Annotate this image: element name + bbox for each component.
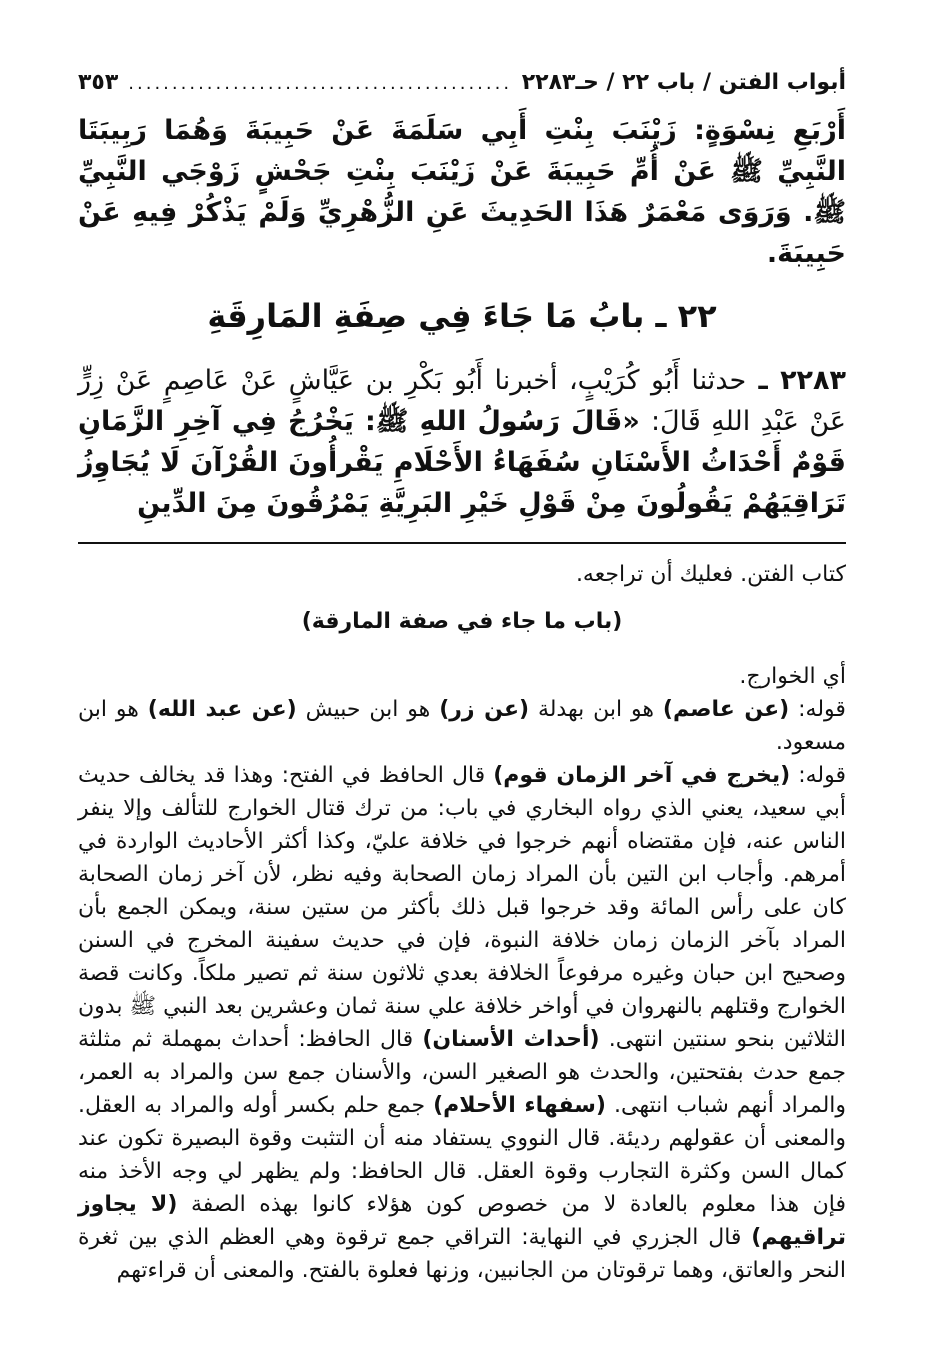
hadith-block [78, 360, 846, 524]
quoted-phrase: (لا يجاوز تراقيهم) [78, 1192, 846, 1250]
commentary-line: كتاب الفتن. فعليك أن تراجعه. [575, 562, 846, 587]
section-title: أبواب الفتن / باب ٢٢ / حـ٢٢٨٣ [521, 70, 846, 95]
explanation-text: قال الحافظ في الفتح: وهذا قد يخالف حديث أبي سعيد، يعني الذي رواه البخاري في باب: من ترك قتال الخوارج للتألف وإلا ينفر الناس عنه، فإن مقتضاه أنهم خرجوا في خلافة عليّ، وكذا أكثر الأحاديث الواردة في أمرهم. وأجاب ابن التين بأن المراد زمان الصحابة وفيه نظر، لأن آخر زمان الصحابة كان على رأس المائة وقد خرجوا قبل ذلك بأكثر من ستين سنة، ويمكن الجمع بأن المراد بآخر الزمان زمان خلافة النبوة، فإن في حديث سفينة المخرج في السنن وصحيح ابن حبان وغيره مرفوعاً الخلافة بعدي ثلاثون سنة ثم تصير ملكاً. وكانت قصة الخوارج وقتلهم بالنهروان في أواخر خلافة علي سنة ثمان وعشرين بعد النبي ﷺ بدون الثلاثين بنحو سنتين انتهى. [78, 763, 846, 1052]
qawluh-label: قوله: [798, 697, 846, 722]
commentary-paragraph: أي الخوارج. [739, 664, 846, 689]
explanation-text: جمع حلم بكسر أوله والمراد به العقل. والمعنى أن عقولهم رديئة. قال النووي يستفاد منه أن التثبت وقوة البصيرة تكون عند كمال السن وكثرة التجارب وقوة العقل. قال الحافظ: ولم يظهر لي وجه الأخذ منه فإن هذا معلوم بالعادة لا من خصوص كون هؤلاء كانوا بهذه الصفة [78, 1093, 847, 1217]
quoted-phrase: (أحداث الأسنان) [422, 1027, 600, 1052]
explanation-text: هو ابن حبيش [305, 697, 431, 722]
commentary-paragraph [78, 693, 846, 759]
quoted-phrase: (يخرج في آخر الزمان قوم) [493, 763, 791, 788]
commentary-paragraph [78, 759, 846, 1287]
quoted-phrase: (عن عاصم) [662, 697, 790, 722]
quoted-phrase: (سفهاء الأحلام) [433, 1093, 606, 1118]
qawluh-label: قوله: [798, 763, 847, 788]
hadith-isnad: حدثنا أَبُو كُرَيْبٍ، أخبرنا أَبُو بَكْرِ بن عَيَّاشٍ عَنْ عَاصِمٍ عَنْ زِرٍّ عَنْ عَبْدِ اللهِ قَالَ: [78, 365, 846, 437]
hadith-matn: «قَالَ رَسُولُ اللهِ ﷺ: يَخْرُجُ فِي آخِرِ الزَّمَانِ قَوْمٌ أَحْدَاثُ الأَسْنَانِ سُفَهَاءُ الأَحْلَامِ يَقْرأُونَ القُرْآنَ لَا يُجَاوِزُ تَرَاقِيَهُمْ يَقُولُونَ مِنْ قَوْلِ خَيْرِ البَرِيَّةِ يَمْرُقُونَ مِنَ الدِّينِ [78, 406, 846, 519]
footnote-divider [78, 542, 846, 544]
page [78, 70, 846, 1287]
explanation-text: قال الحافظ: أحداث بمهملة ثم مثلثة جمع حدث بفتحتين، والحدث هو الصغير السن، والأسنان جمع سن والمراد به العمر، والمراد أنهم شباب انتهى. [78, 1027, 847, 1118]
dot-leader [128, 73, 511, 94]
explanation-text: هو ابن مسعود. [78, 697, 846, 755]
explanation-text: قال الجزري في النهاية: التراقي جمع ترقوة وهي العظم الذي بين ثغرة النحر والعاتق، وهما ترقوتان من الجانبين، وزنها فعلوة بالفتح. والمعنى أن قراءتهم [78, 1225, 846, 1283]
quoted-phrase: (عن زر) [439, 697, 530, 722]
hadith-number: ٢٢٨٣ ـ [758, 365, 846, 396]
chapter-heading: ٢٢ ـ بابُ مَا جَاءَ فِي صِفَةِ المَارِقَةِ [207, 297, 717, 335]
explanation-text: هو ابن بهدلة [537, 697, 655, 722]
commentary-subheading: (باب ما جاء في صفة المارقة) [301, 609, 623, 634]
commentary [78, 558, 846, 1287]
continuation-text: أَرْبَعِ نِسْوَةٍ: زَيْنَبَ بِنْتِ أَبِي سَلَمَةَ عَنْ حَبِيبَةَ وَهُمَا رَبِيبَتَا النَّبِيِّ ﷺ عَنْ أُمِّ حَبِيبَةَ عَنْ زَيْنَبَ بِنْتِ جَحْشٍ زَوْجَي النَّبِيِّ ﷺ. وَرَوَى مَعْمَرٌ هَذَا الحَدِيثَ عَنِ الزُّهْرِيِّ وَلَمْ يَذْكُرْ فِيهِ عَنْ حَبِيبَةَ. [78, 115, 846, 269]
running-header [78, 70, 846, 110]
quoted-phrase: (عن عبد الله) [147, 697, 297, 722]
page-number: ٣٥٣ [78, 70, 119, 95]
